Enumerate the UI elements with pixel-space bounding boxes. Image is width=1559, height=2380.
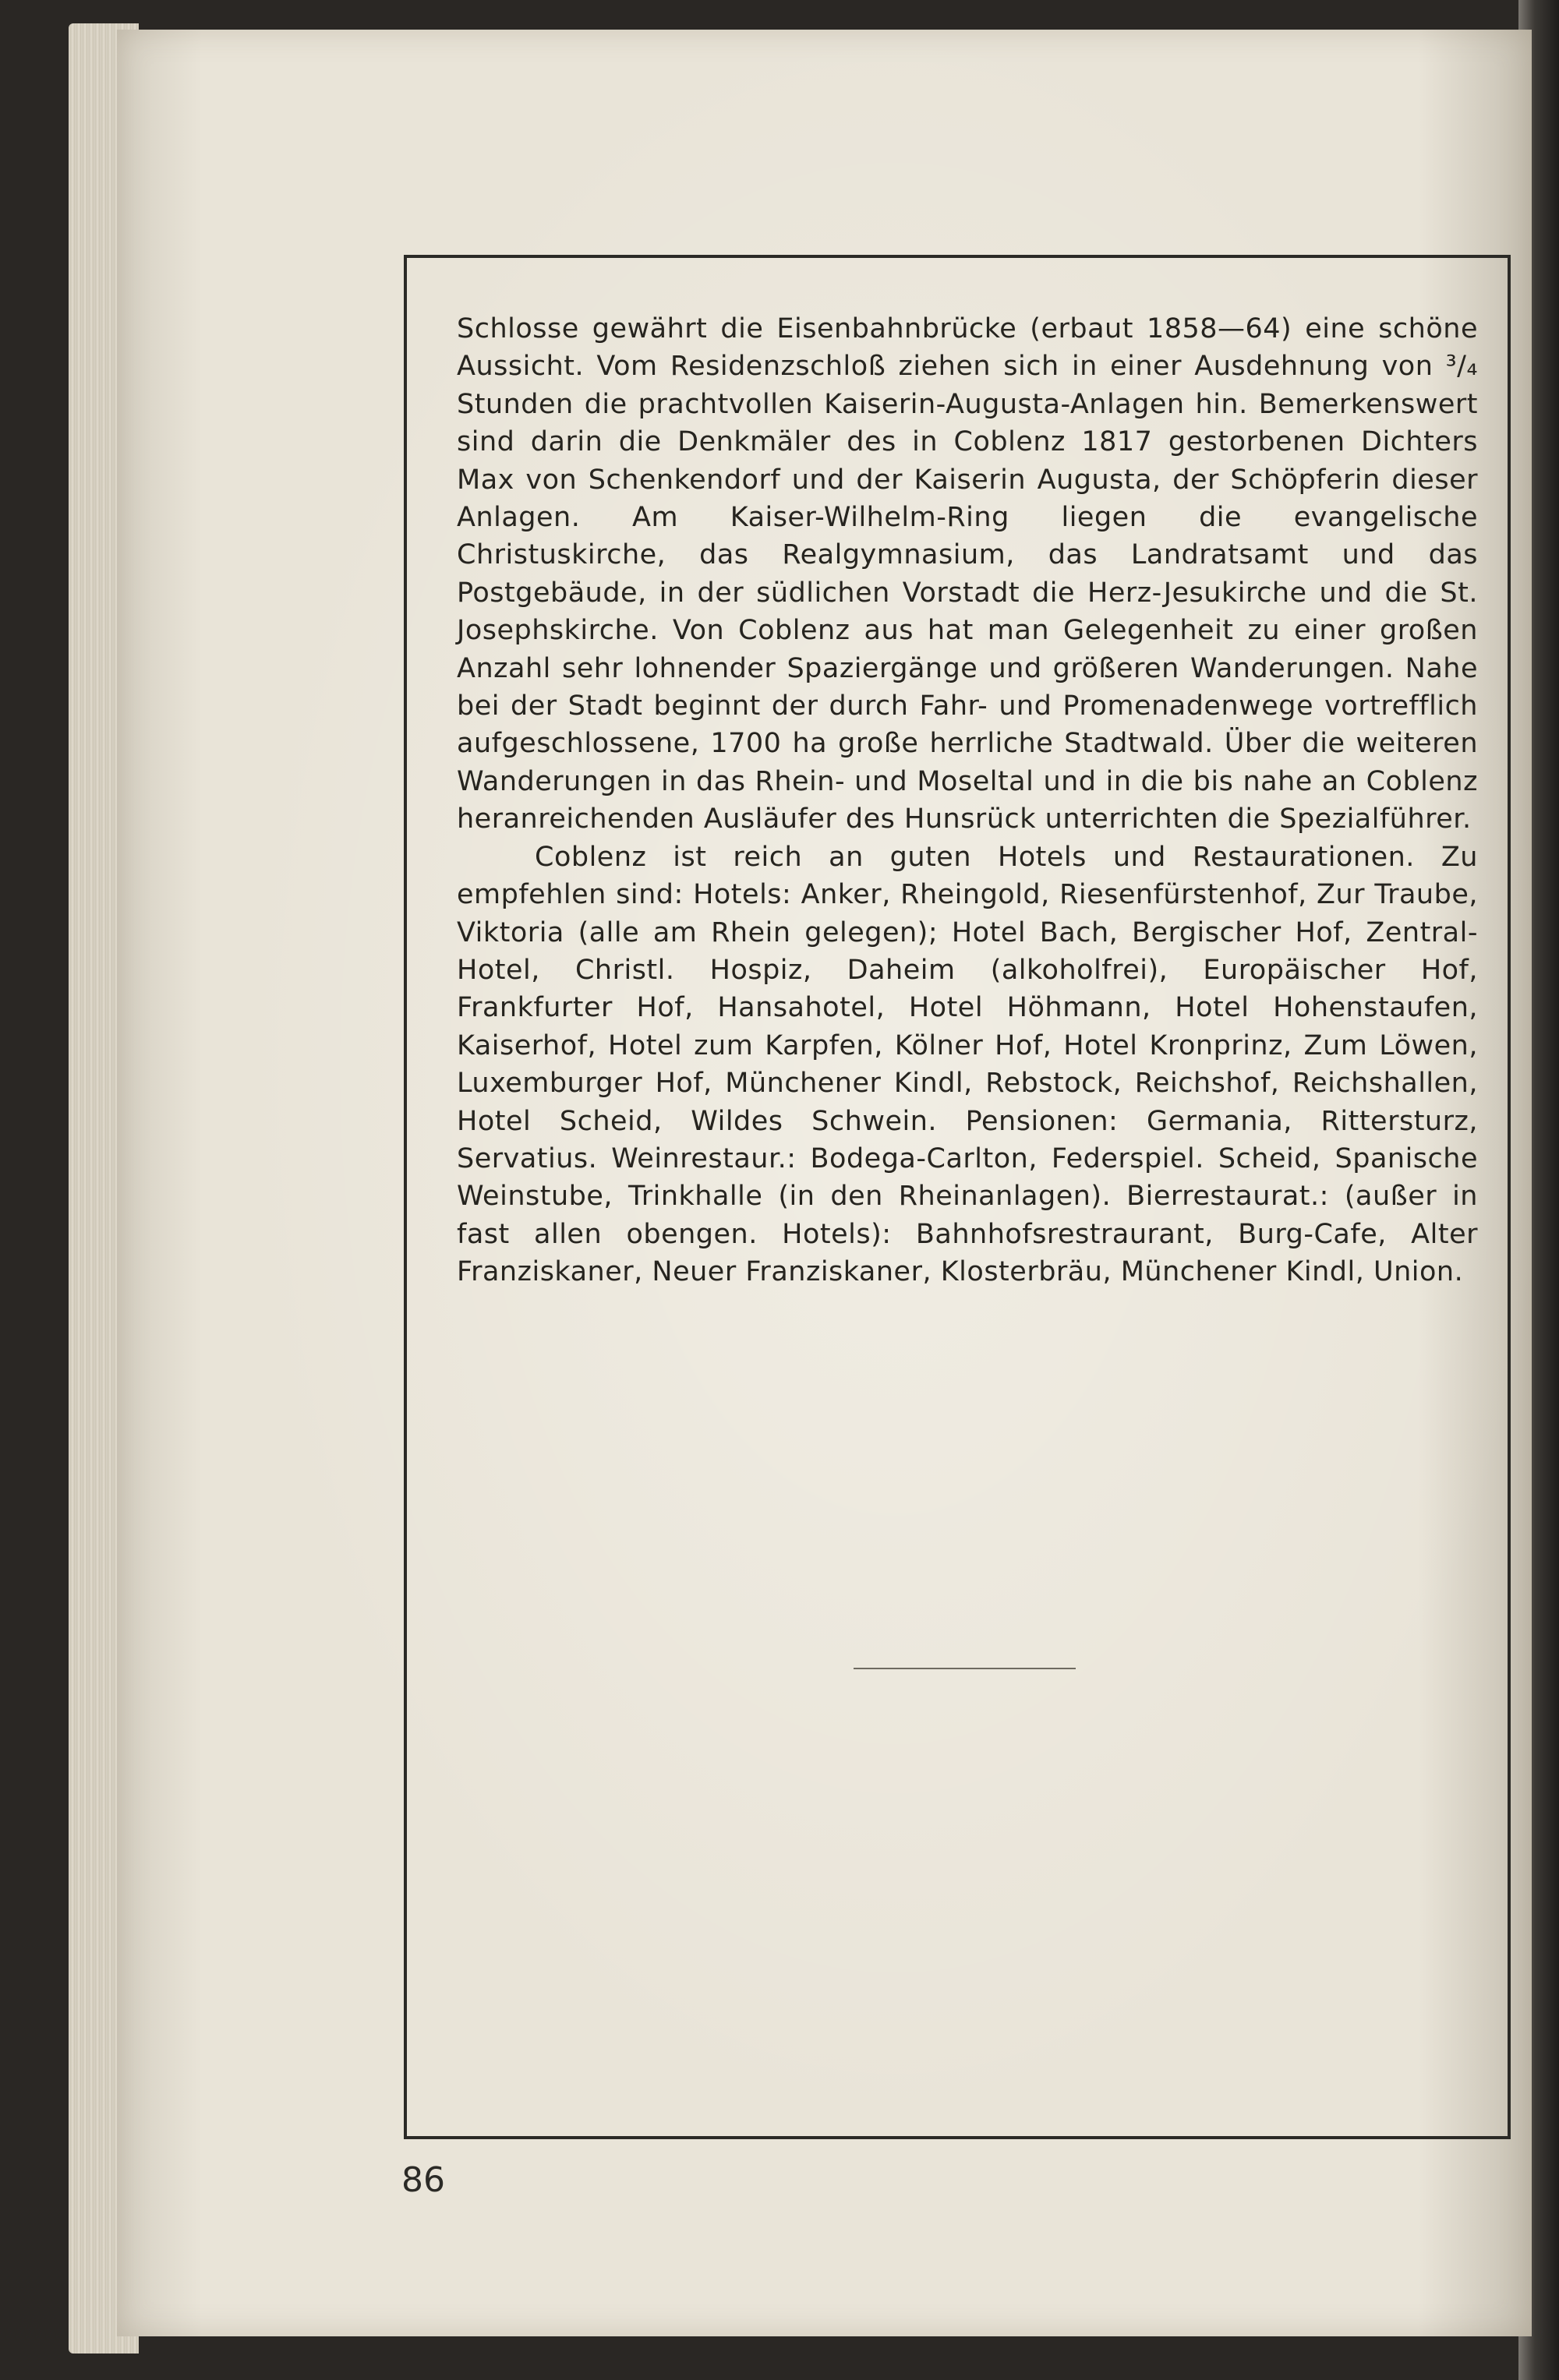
- paragraph-coblenz-sights: Schlosse gewährt die Eisenbahnbrücke (erbaut 1858—64) eine schöne Aussicht. Vom Residenzschloß ziehen sich in einer Ausdehnung von ³/₄ Stunden die prachtvollen Kaiserin-Augusta-Anlagen hin. Bemerkenswert sind darin die Denkmäler des in Coblenz 1817 gestorbenen Dichters Max von Schenkendorf und der Kaiserin Augusta, der Schöpferin dieser Anlagen. Am Kaiser-Wilhelm-Ring liegen die evangelische Christuskirche, das Realgymnasium, das Landratsamt und das Postgebäude, in der südlichen Vorstadt die Herz-Jesukirche und die St. Josephskirche. Von Coblenz aus hat man Gelegenheit zu einer großen Anzahl sehr lohnender Spaziergänge und größeren Wanderungen. Nahe bei der Stadt beginnt der durch Fahr- und Promenadenwege vortrefflich aufgeschlossene, 1700 ha große herrliche Stadtwald. Über die weiteren Wanderungen in das Rhein- und Moseltal und in die bis nahe an Coblenz heranreichenden Ausläufer des Hunsrück unterrichten die Spezialführer.: [457, 313, 1478, 835]
- body-text: [457, 310, 1478, 1291]
- paragraph-coblenz-hotels: Coblenz ist reich an guten Hotels und Restaurationen. Zu empfehlen sind: Hotels: Anker, Rheingold, Riesenfürstenhof, Zur Traube, Viktoria (alle am Rhein gelegen); Hotel Bach, Bergischer Hof, Zentral-Hotel, Christl. Hospiz, Daheim (alkoholfrei), Europäischer Hof, Frankfurter Hof, Hansahotel, Hotel Höhmann, Hotel Hohenstaufen, Kaiserhof, Hotel zum Karpfen, Kölner Hof, Hotel Kronprinz, Zum Löwen, Luxemburger Hof, Münchener Kindl, Rebstock, Reichshof, Reichshallen, Hotel Scheid, Wildes Schwein. Pensionen: Germania, Rittersturz, Servatius. Weinrestaur.: Bodega-Carlton, Federspiel. Scheid, Spanische Weinstube, Trinkhalle (in den Rheinanlagen). Bierrestaurat.: (außer in fast allen obengen. Hotels): Bahnhofsrestraurant, Burg-Cafe, Alter Franziskaner, Neuer Franziskaner, Klosterbräu, Münchener Kindl, Union.: [457, 841, 1478, 1288]
- section-divider: [854, 1668, 1076, 1669]
- page-number: 86: [401, 2160, 445, 2200]
